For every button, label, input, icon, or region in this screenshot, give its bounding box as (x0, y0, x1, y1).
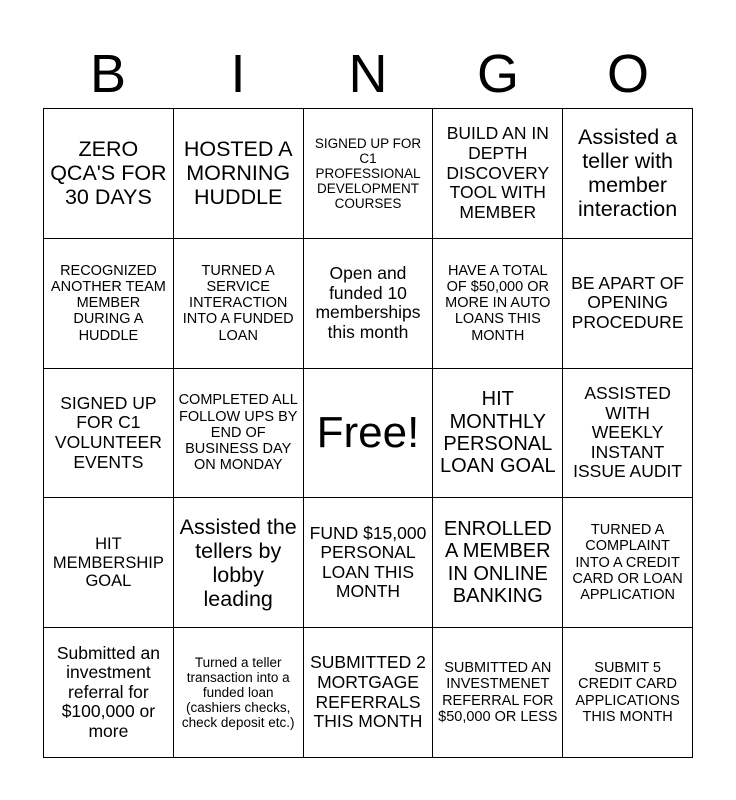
header-letter-i: I (230, 44, 246, 104)
bingo-cell[interactable]: Submitted an investment referral for $100,000 or more (44, 628, 174, 758)
bingo-cell[interactable]: Turned a teller transaction into a funded loan (cashiers checks, check deposit etc.) (174, 628, 304, 758)
bingo-cell[interactable]: SUBMIT 5 CREDIT CARD APPLICATIONS THIS MONTH (563, 628, 693, 758)
bingo-cell[interactable]: HOSTED A MORNING HUDDLE (174, 109, 304, 239)
bingo-cell[interactable]: FUND $15,000 PERSONAL LOAN THIS MONTH (304, 498, 434, 628)
header-letter-g: G (476, 44, 519, 104)
bingo-cell[interactable]: COMPLETED ALL FOLLOW UPS BY END OF BUSINESS DAY ON MONDAY (174, 369, 304, 499)
bingo-cell[interactable]: SUBMITTED AN INVESTMENET REFERRAL FOR $50,000 OR LESS (433, 628, 563, 758)
bingo-grid (43, 108, 693, 758)
bingo-cell[interactable]: Assisted the tellers by lobby leading (174, 498, 304, 628)
bingo-cell[interactable]: BE APART OF OPENING PROCEDURE (563, 239, 693, 369)
bingo-cell[interactable]: SIGNED UP FOR C1 VOLUNTEER EVENTS (44, 369, 174, 499)
bingo-cell[interactable]: ASSISTED WITH WEEKLY INSTANT ISSUE AUDIT (563, 369, 693, 499)
bingo-cell[interactable]: BUILD AN IN DEPTH DISCOVERY TOOL WITH MEMBER (433, 109, 563, 239)
free-space-cell[interactable]: Free! (304, 369, 434, 499)
bingo-cell[interactable]: SUBMITTED 2 MORTGAGE REFERRALS THIS MONTH (304, 628, 434, 758)
bingo-cell[interactable]: Assisted a teller with member interaction (563, 109, 693, 239)
bingo-cell[interactable]: TURNED A SERVICE INTERACTION INTO A FUNDED LOAN (174, 239, 304, 369)
bingo-cell[interactable]: RECOGNIZED ANOTHER TEAM MEMBER DURING A HUDDLE (44, 239, 174, 369)
bingo-cell[interactable]: ENROLLED A MEMBER IN ONLINE BANKING (433, 498, 563, 628)
header-letter-b: B (89, 44, 127, 104)
header-letter-n: N (348, 44, 388, 104)
bingo-cell[interactable]: TURNED A COMPLAINT INTO A CREDIT CARD OR LOAN APPLICATION (563, 498, 693, 628)
bingo-cell[interactable]: HIT MONTHLY PERSONAL LOAN GOAL (433, 369, 563, 499)
bingo-cell[interactable]: SIGNED UP FOR C1 PROFESSIONAL DEVELOPMENT COURSES (304, 109, 434, 239)
bingo-header (43, 42, 693, 106)
bingo-cell[interactable]: HIT MEMBERSHIP GOAL (44, 498, 174, 628)
bingo-cell[interactable]: Open and funded 10 memberships this month (304, 239, 434, 369)
header-letter-o: O (606, 44, 649, 104)
bingo-cell[interactable]: ZERO QCA'S FOR 30 DAYS (44, 109, 174, 239)
bingo-cell[interactable]: HAVE A TOTAL OF $50,000 OR MORE IN AUTO LOANS THIS MONTH (433, 239, 563, 369)
